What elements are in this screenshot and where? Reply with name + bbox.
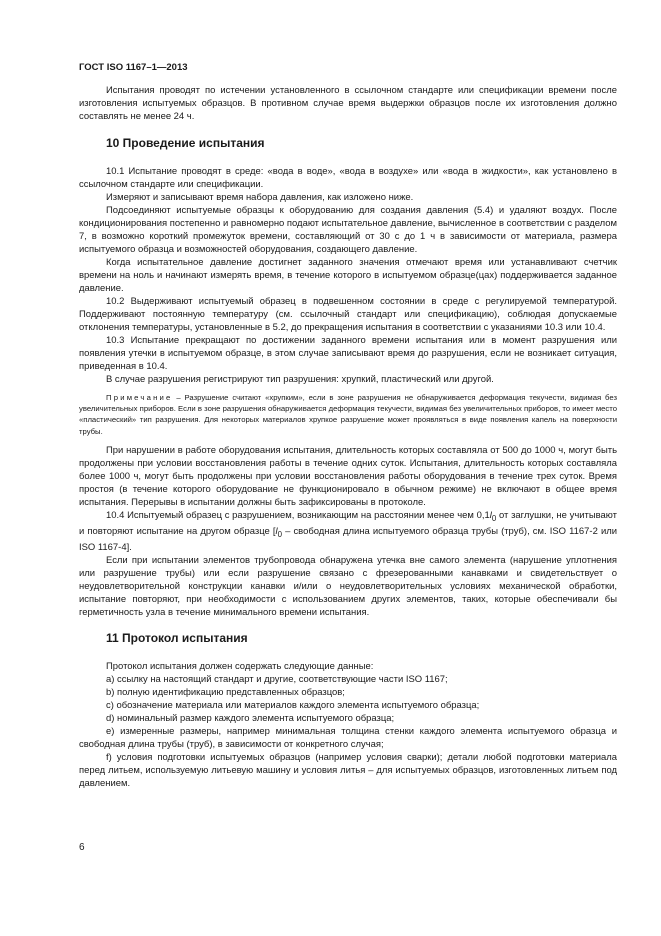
page-number: 6 [79, 842, 85, 853]
paragraph-timer: Когда испытательное давление достигнет заданного значения отмечают время или устанавливают счетчик времени на ноль и начинают измерять время, в течение которого в испытуемом образце(цах) поддерживается заданное давление. [79, 257, 617, 294]
section-11-heading: 11 Протокол испытания [106, 630, 248, 645]
note-block [79, 392, 617, 437]
paragraph-10-1: 10.1 Испытание проводят в среде: «вода в воде», «вода в воздухе» или «вода в жидкости», как установлено в ссылочном стандарте или спецификации. [79, 166, 617, 190]
paragraph-leak: Если при испытании элементов трубопровода обнаружена утечка вне самого элемента (нарушение уплотнения или разрушение трубы) или если разрушение связано с фрезерованными канавками и свидетельствует о неудовлетворительной конструкции канавки и/или о неудовлетворительных условиях механической обработки, испытание повторяют, при необходимости с использованием других элементов, таких, которые обеспечивали бы герметичность узла в течение минимального времени испытания. [79, 554, 617, 618]
paragraph-connect: Подсоединяют испытуемые образцы к оборудованию для создания давления (5.4) и удаляют воздух. После кондиционирования постепенно и равномерно подают испытательное давление, вычисленное в соответствии с разделом 7, в возможно короткий промежуток времени, составляющий от 30 с до 1 ч в зависимости от материала, размера испытуемого образца и возможностей оборудования, создающего давление. [79, 205, 617, 255]
paragraph-failure-type: В случае разрушения регистрируют тип разрушения: хрупкий, пластический или другой. [106, 374, 494, 385]
report-item-f: f) условия подготовки испытуемых образцов (например условия сварки); детали любой подготовки материала перед литьем, используемую литьевую машину и условия литья – для испытуемых образцов, изготовленных литьем под давлением. [79, 751, 617, 789]
report-item-a: a) ссылку на настоящий стандарт и другие, соответствующие части ISO 1167; [106, 673, 448, 685]
paragraph-10-3: 10.3 Испытание прекращают по достижении заданного времени испытания или в момент разрушения или появления утечки в испытуемом образце, в этом случае записывают время до разрушения, если не возникает ситуация, приведенная в 10.4. [79, 335, 617, 372]
report-item-b: b) полную идентификацию представленных образцов; [106, 686, 345, 698]
note-label: Примечание [106, 393, 173, 402]
paragraph-10-4: 10.4 Испытуемый образец с разрушением, возникающим на расстоянии менее чем $0,1l_0$ от заглушки, не учитывают и повторяют испытание на другом образце [$l_0$ – свободная длина испытуемого образца трубы (труб), см. ISO 1167-2 или ISO 1167-4]. [79, 509, 617, 553]
note-text: – Разрушение считают «хрупким», если в зоне разрушения не обнаруживается деформация текучести, видимая без увеличительных приборов. Если в зоне разрушения обнаруживается деформация текучести, видимая без увеличительных приборов, то имеет место «пластический» тип разрушения. Для некоторых материалов хрупкое разрушение может проявляться в виде появления капель на поверхности трубы. [79, 393, 617, 436]
report-item-e: e) измеренные размеры, например минимальная толщина стенки каждого элемента испытуемого образца и свободная длина трубы (труб), в зависимости от конкретного случая; [79, 725, 617, 750]
intro-paragraph: Испытания проводят по истечении установленного в ссылочном стандарте или спецификации времени после изготовления испытуемых образцов. В противном случае время выдержки образцов после их изготовления должно составлять не менее 24 ч. [79, 85, 617, 122]
paragraph-interruption: При нарушении в работе оборудования испытания, длительность которых составляла от 500 до 1000 ч, могут быть продолжены при условии восстановления работы в течение одних суток. Испытания, длительность которых составляла более 1000 ч, могут быть продолжены при условии восстановления работы оборудования в течение трех суток. Время простоя (в течение которого оборудование не функционировало в обычном режиме) не включают в общее время испытания. Перерывы в испытании должны быть зафиксированы в протоколе. [79, 444, 617, 508]
paragraph-pressure-time: Измеряют и записывают время набора давления, как изложено ниже. [106, 192, 414, 203]
report-item-c: c) обозначение материала или материалов каждого элемента испытуемого образца; [106, 699, 480, 711]
report-item-d: d) номинальный размер каждого элемента испытуемого образца; [106, 712, 395, 724]
paragraph-10-2: 10.2 Выдерживают испытуемый образец в подвешенном состоянии в среде с регулируемой температурой. Поддерживают постоянную температуру (см. ссылочный стандарт или спецификацию), соблюдая допускаемые отклонения температуры, установленные в 5.2, до прекращения испытания в соответствии с указаниями 10.3 или 10.4. [79, 296, 617, 333]
section-10-heading: 10 Проведение испытания [106, 136, 265, 150]
report-intro: Протокол испытания должен содержать следующие данные: [106, 660, 374, 672]
document-body [79, 84, 617, 790]
document-header: ГОСТ ISO 1167–1—2013 [79, 62, 188, 73]
